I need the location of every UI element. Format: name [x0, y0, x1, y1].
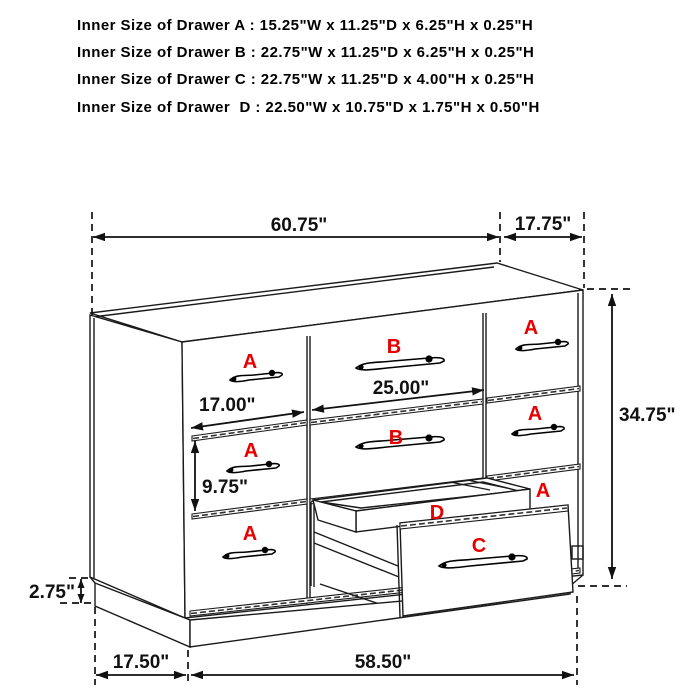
dim-label-overall-width: 60.75" [270, 215, 328, 236]
drawer-label-a-bottom-left: A [242, 523, 258, 545]
drawer-label-a-bottom-right: A [535, 480, 551, 502]
dim-label-front-width: 58.50" [354, 652, 412, 673]
drawer-label-b-top: B [386, 336, 402, 358]
drawer-label-a-mid-left: A [243, 440, 259, 462]
drawer-label-a-mid-right: A [527, 403, 543, 425]
drawer-label-b-mid: B [388, 427, 404, 449]
spec-line-drawer-b: Inner Size of Drawer B : 22.75"W x 11.25"D x 6.25"H x 0.25"H [77, 44, 535, 62]
dim-label-left-width: 17.00" [199, 395, 256, 416]
dim-label-drawer-height: 9.75" [202, 477, 248, 498]
spec-line-drawer-c: Inner Size of Drawer C : 22.75"W x 11.25"D x 4.00"H x 0.25"H [77, 71, 535, 89]
dim-label-base-height: 2.75" [29, 582, 75, 603]
dim-label-top-depth: 17.75" [514, 214, 572, 235]
dim-label-overall-height: 34.75" [619, 405, 676, 426]
drawer-label-d: D [429, 502, 445, 524]
drawer-label-c: C [471, 535, 487, 557]
dim-label-side-depth: 17.50" [112, 652, 170, 673]
spec-line-drawer-a: Inner Size of Drawer A : 15.25"W x 11.25"D x 6.25"H x 0.25"H [77, 17, 534, 34]
drawer-label-a-top-left: A [242, 351, 258, 373]
dim-label-middle-width: 25.00" [372, 378, 430, 399]
drawer-label-a-top-right: A [523, 317, 539, 339]
spec-line-drawer-d: Inner Size of Drawer D : 22.50"W x 10.75"D x 1.75"H x 0.50"H [77, 98, 540, 116]
left-side-panel [90, 315, 185, 618]
drawer-c [397, 505, 573, 617]
